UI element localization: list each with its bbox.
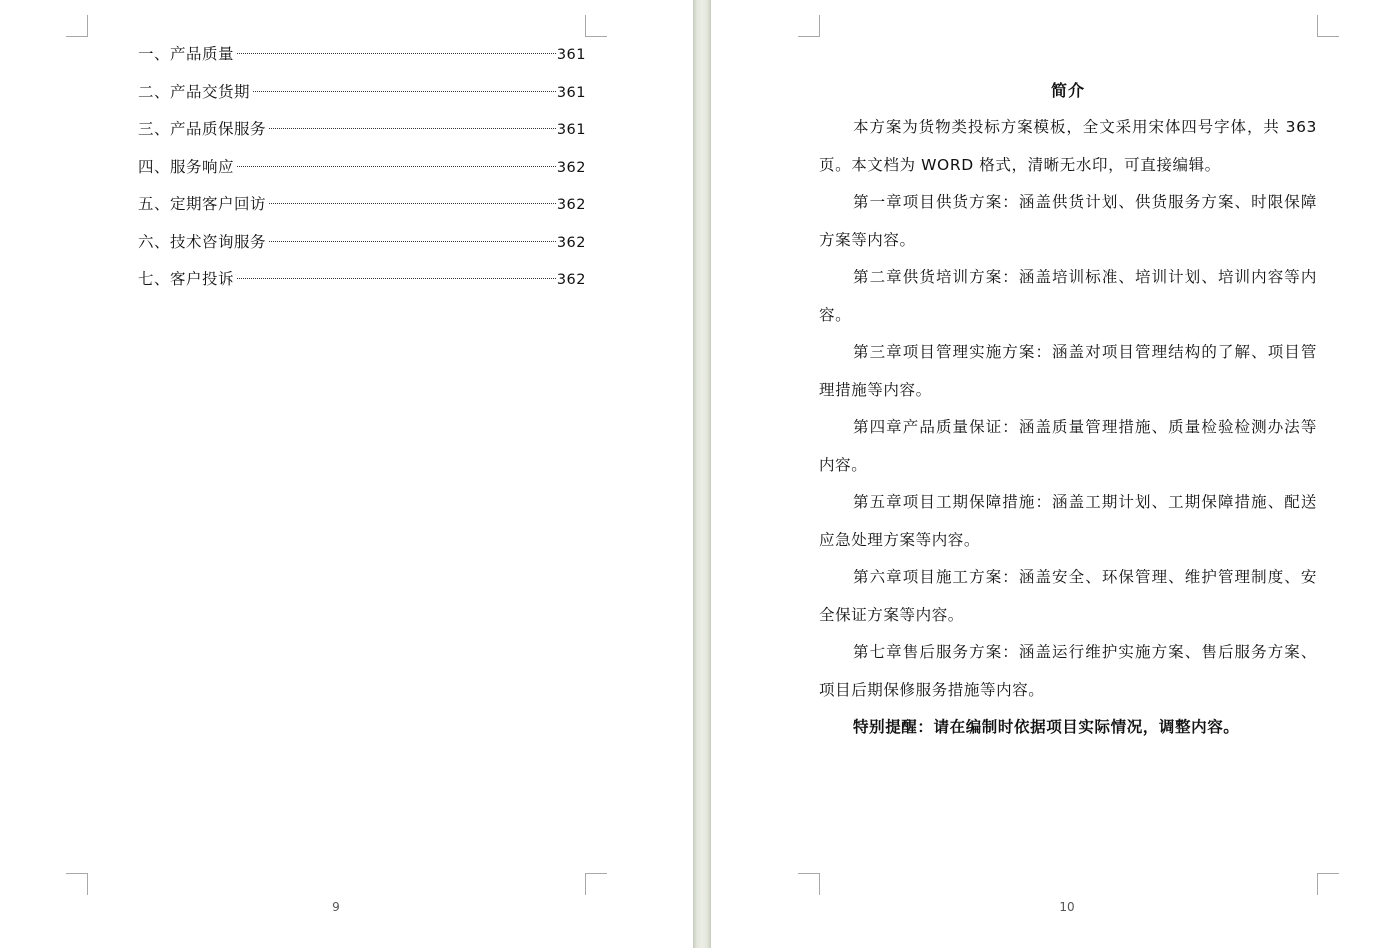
toc-entry-page: 362 xyxy=(556,159,586,176)
toc-entry[interactable] xyxy=(138,78,586,116)
table-of-contents xyxy=(138,40,586,303)
page-number: 9 xyxy=(332,900,340,914)
toc-entry-page: 362 xyxy=(556,197,586,213)
document-body[interactable] xyxy=(819,72,1317,747)
toc-entry[interactable] xyxy=(138,40,586,78)
toc-entry-title: 一、产品质量 xyxy=(138,45,235,63)
toc-leader-dots xyxy=(237,53,556,54)
toc-entry[interactable] xyxy=(138,228,586,266)
intro-paragraph: 本方案为货物类投标方案模板，全文采用宋体四号字体，共 363 页。本文档为 WORD 格式，清晰无水印，可直接编辑。 xyxy=(819,118,1317,174)
toc-leader-dots xyxy=(237,166,556,167)
document-page-9 xyxy=(0,0,693,948)
toc-entry-page: 361 xyxy=(556,122,586,138)
toc-leader-dots xyxy=(269,128,556,129)
document-page-10 xyxy=(711,0,1390,948)
chapter-5-summary: 第五章项目工期保障措施：涵盖工期计划、工期保障措施、配送应急处理方案等内容。 xyxy=(819,493,1317,549)
toc-entry[interactable] xyxy=(138,190,586,228)
toc-leader-dots xyxy=(269,241,556,242)
chapter-2-summary: 第二章供货培训方案：涵盖培训标准、培训计划、培训内容等内容。 xyxy=(819,268,1317,324)
toc-entry[interactable] xyxy=(138,153,586,191)
chapter-7-summary: 第七章售后服务方案：涵盖运行维护实施方案、售后服务方案、项目后期保修服务措施等内容。 xyxy=(819,643,1317,699)
chapter-4-summary: 第四章产品质量保证：涵盖质量管理措施、质量检验检测办法等内容。 xyxy=(819,418,1317,474)
toc-entry[interactable] xyxy=(138,265,586,303)
page-title: 简介 xyxy=(1050,81,1085,100)
page-number: 10 xyxy=(1059,900,1075,914)
toc-entry-page: 362 xyxy=(556,234,586,251)
chapter-3-summary: 第三章项目管理实施方案：涵盖对项目管理结构的了解、项目管理措施等内容。 xyxy=(819,343,1317,399)
crop-mark-bottom-right xyxy=(585,873,607,895)
crop-mark-bottom-left xyxy=(66,873,88,895)
toc-entry-title: 七、客户投诉 xyxy=(138,270,235,288)
crop-mark-bottom-right xyxy=(1317,873,1339,895)
toc-entry-page: 361 xyxy=(556,84,586,101)
toc-entry-page: 362 xyxy=(556,272,586,288)
chapter-1-summary: 第一章项目供货方案：涵盖供货计划、供货服务方案、时限保障方案等内容。 xyxy=(819,193,1317,249)
toc-leader-dots xyxy=(237,278,556,279)
page-gutter xyxy=(693,0,711,948)
crop-mark-top-right xyxy=(1317,15,1339,37)
toc-entry-page: 361 xyxy=(556,47,586,63)
crop-mark-top-right xyxy=(585,15,607,37)
special-reminder: 特别提醒：请在编制时依据项目实际情况，调整内容。 xyxy=(853,718,1240,736)
toc-entry-title: 三、产品质保服务 xyxy=(138,120,267,138)
crop-mark-top-left xyxy=(66,15,88,37)
crop-mark-bottom-left xyxy=(798,873,820,895)
chapter-6-summary: 第六章项目施工方案：涵盖安全、环保管理、维护管理制度、安全保证方案等内容。 xyxy=(819,568,1317,624)
crop-mark-top-left xyxy=(798,15,820,37)
toc-entry-title: 五、定期客户回访 xyxy=(138,195,267,213)
toc-entry-title: 二、产品交货期 xyxy=(138,82,251,101)
toc-entry-title: 六、技术咨询服务 xyxy=(138,232,267,251)
toc-entry[interactable] xyxy=(138,115,586,153)
toc-leader-dots xyxy=(253,91,556,92)
toc-entry-title: 四、服务响应 xyxy=(138,157,235,176)
toc-leader-dots xyxy=(269,203,556,204)
